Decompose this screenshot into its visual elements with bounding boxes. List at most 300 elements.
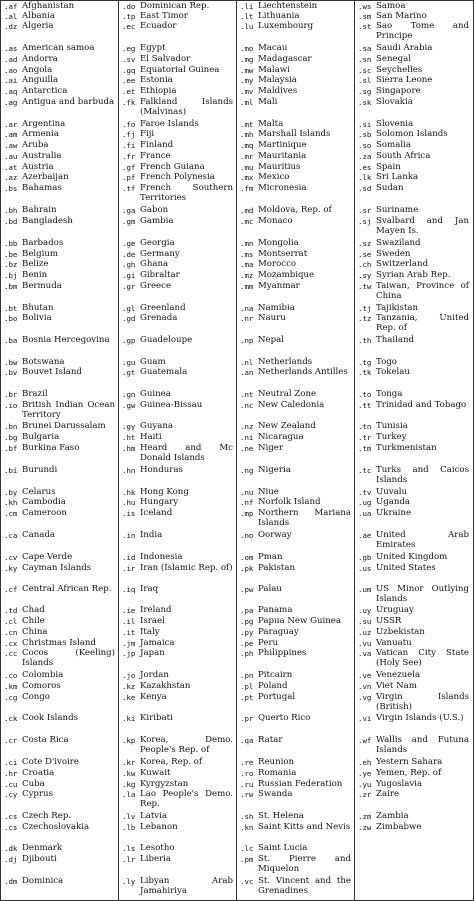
- list-item: [1, 670, 115, 681]
- country-name: Latvia: [140, 811, 168, 821]
- list-item: [355, 811, 469, 822]
- country-code: .lr: [122, 855, 136, 864]
- country-code: .pn: [240, 671, 254, 680]
- country-name: Wallis and Futuna Islands: [376, 735, 469, 756]
- country-name: Cape Verde: [22, 552, 73, 562]
- list-item: [119, 811, 233, 822]
- list-item: [1, 789, 115, 800]
- country-code: .sy: [358, 271, 372, 280]
- country-name: Cuba: [22, 779, 45, 789]
- list-item: [237, 843, 351, 854]
- country-name: Gabon: [140, 205, 169, 215]
- list-item: [1, 205, 115, 216]
- list-item: [1, 21, 115, 32]
- country-code: .cx: [4, 639, 18, 648]
- country-code: .zm: [358, 812, 372, 821]
- country-name: Panama: [258, 605, 293, 615]
- country-name: Solomon Islands: [376, 129, 448, 139]
- country-name: Jamaica: [140, 638, 175, 648]
- list-item: [237, 151, 351, 162]
- country-code: .py: [240, 628, 254, 637]
- country-name: Kenya: [140, 692, 167, 702]
- country-name: Equatorial Guinea: [140, 65, 220, 75]
- country-name: Ecuador: [140, 21, 177, 31]
- list-item: [237, 497, 351, 508]
- country-code: .tz: [358, 314, 372, 323]
- list-item: [119, 238, 233, 249]
- list-item: [119, 129, 233, 140]
- list-item: [119, 616, 233, 627]
- country-code: .do: [122, 2, 136, 11]
- list-item: [119, 713, 233, 724]
- country-name: Sweden: [376, 249, 411, 259]
- country-code: .bd: [4, 217, 18, 226]
- country-code: .rw: [240, 790, 254, 799]
- country-code: .su: [358, 617, 372, 626]
- country-name: Mozambique: [258, 270, 315, 280]
- country-name: Cayman Islands: [22, 563, 92, 573]
- table-column-4: [355, 0, 473, 901]
- country-code: .mc: [240, 217, 254, 226]
- country-name: Belize: [22, 259, 49, 269]
- list-item: [1, 713, 115, 724]
- country-code: .al: [4, 12, 18, 21]
- list-item: [355, 54, 469, 65]
- country-name: Swanda: [258, 789, 293, 799]
- country-code: .jo: [122, 671, 136, 680]
- country-name: Bolivia: [22, 313, 52, 323]
- country-name: Yestern Sahara: [376, 757, 443, 767]
- country-code: .mn: [240, 239, 254, 248]
- country-code: .mg: [240, 55, 254, 64]
- country-name: Comoros: [22, 681, 61, 691]
- country-name: Norfolk Island: [258, 497, 321, 507]
- country-name: Pitcairn: [258, 670, 293, 680]
- country-code: .fr: [122, 152, 136, 161]
- country-name: Thailand: [376, 335, 415, 345]
- country-code: .kw: [122, 769, 136, 778]
- country-name: Malawi: [258, 65, 290, 75]
- list-item: [355, 627, 469, 638]
- list-item: [237, 681, 351, 692]
- country-code: .ua: [358, 509, 372, 518]
- list-item: [119, 465, 233, 476]
- list-item: [119, 508, 233, 519]
- country-code: .sm: [358, 12, 372, 21]
- country-name: Czechoslovakia: [22, 822, 90, 832]
- country-code: .hr: [4, 769, 18, 778]
- country-code: .gm: [122, 217, 136, 226]
- country-code: .cn: [4, 628, 18, 637]
- list-item: [119, 183, 233, 203]
- country-code: .tc: [358, 466, 372, 475]
- country-code: .sd: [358, 184, 372, 193]
- country-name: Canada: [22, 530, 55, 540]
- list-item: [237, 216, 351, 227]
- country-code: .ar: [4, 120, 18, 129]
- country-name: South Africa: [376, 151, 431, 161]
- list-item: [119, 54, 233, 65]
- country-name: Jordan: [140, 670, 169, 680]
- country-code: .io: [4, 401, 18, 410]
- country-name: Georgia: [140, 238, 175, 248]
- country-name: Sudan: [376, 183, 404, 193]
- country-code: .nu: [240, 488, 254, 497]
- country-name: Hungary: [140, 497, 179, 507]
- list-item: [1, 75, 115, 86]
- country-name: Guadeloupe: [140, 335, 193, 345]
- country-code: .vn: [358, 682, 372, 691]
- list-item: [355, 605, 469, 616]
- list-item: [1, 86, 115, 97]
- country-code: .bb: [4, 239, 18, 248]
- country-code: .nr: [240, 314, 254, 323]
- country-name: Nepal: [258, 335, 284, 345]
- country-code: .pl: [240, 682, 254, 691]
- country-code: .co: [4, 671, 18, 680]
- country-name: Lesotho: [140, 843, 175, 853]
- country-name: Poland: [258, 681, 288, 691]
- country-code: .is: [122, 509, 136, 518]
- list-item: [1, 129, 115, 140]
- list-item: [119, 497, 233, 508]
- list-item: [355, 216, 469, 236]
- country-name: US Minor Outlying Islands: [376, 584, 469, 605]
- country-code: .cu: [4, 780, 18, 789]
- country-code: .ao: [4, 66, 18, 75]
- country-name: Cambodia: [22, 497, 66, 507]
- country-code: .ls: [122, 844, 136, 853]
- country-code: .no: [240, 531, 254, 540]
- country-name: Malta: [258, 119, 284, 129]
- country-code: .wf: [358, 736, 372, 745]
- country-name: Slovakia: [376, 97, 413, 107]
- country-name: Tonga: [376, 389, 403, 399]
- list-item: [119, 270, 233, 281]
- country-code: .ec: [122, 22, 136, 31]
- country-code: .ad: [4, 55, 18, 64]
- country-name: Germany: [140, 249, 180, 259]
- country-code: .sh: [240, 812, 254, 821]
- list-item: [237, 270, 351, 281]
- list-item: [1, 822, 115, 833]
- country-name: Argentina: [22, 119, 66, 129]
- list-item: [1, 140, 115, 151]
- list-item: [1, 172, 115, 183]
- country-name: Brazil: [22, 389, 48, 399]
- country-code: .nc: [240, 401, 254, 410]
- country-name: Guyana: [140, 421, 174, 431]
- country-code: .pr: [240, 714, 254, 723]
- country-name: Morocco: [258, 259, 297, 269]
- list-item: [355, 205, 469, 216]
- list-item: [119, 605, 233, 616]
- country-name: Chad: [22, 605, 45, 615]
- country-name: Ukraine: [376, 508, 412, 518]
- country-code: .sz: [358, 239, 372, 248]
- country-code: .mx: [240, 173, 254, 182]
- country-name: Dominican Rep.: [140, 1, 210, 11]
- country-code: .mh: [240, 130, 254, 139]
- country-code: .bg: [4, 433, 18, 442]
- country-code: .tk: [358, 368, 372, 377]
- country-name: Grenada: [140, 313, 178, 323]
- country-code: .sv: [122, 55, 136, 64]
- country-name: Bermuda: [22, 281, 62, 291]
- country-name: El Salvador: [140, 54, 191, 64]
- country-name: Mali: [258, 97, 278, 107]
- list-item: [355, 43, 469, 54]
- country-name: Aruba: [22, 140, 49, 150]
- country-name: Brunei Darussalam: [22, 421, 106, 431]
- country-code: .ma: [240, 260, 254, 269]
- country-code: .pm: [240, 855, 254, 864]
- list-item: [1, 281, 115, 292]
- country-name: Korea, Rep. of: [140, 757, 203, 767]
- list-item: [1, 54, 115, 65]
- country-code: .ml: [240, 98, 254, 107]
- country-code: .be: [4, 250, 18, 259]
- list-item: [237, 313, 351, 324]
- country-code: .td: [4, 606, 18, 615]
- country-name: Andorra: [22, 54, 58, 64]
- list-item: [237, 432, 351, 443]
- country-name: Virgin Islands (U.S.): [376, 713, 464, 723]
- country-name: Fiji: [140, 129, 155, 139]
- country-code: .ee: [122, 76, 136, 85]
- list-item: [1, 681, 115, 692]
- list-item: [237, 389, 351, 400]
- list-item: [1, 216, 115, 227]
- country-name: Namibia: [258, 303, 295, 313]
- list-item: [119, 627, 233, 638]
- country-code: .ng: [240, 466, 254, 475]
- country-code: .cs: [4, 823, 18, 832]
- list-item: [1, 811, 115, 822]
- list-item: [1, 465, 115, 476]
- country-name: St. Pierre and Miquelon: [258, 854, 351, 875]
- country-name: Indonesia: [140, 552, 183, 562]
- list-item: [355, 238, 469, 249]
- country-code: .sb: [358, 130, 372, 139]
- country-name: Tanzania, United Rep. of: [376, 313, 469, 334]
- country-name: Cameroon: [22, 508, 67, 518]
- country-code: .na: [240, 304, 254, 313]
- country-name: Cocos (Keeling) Islands: [22, 648, 115, 669]
- country-code: .gt: [122, 368, 136, 377]
- country-name: Romania: [258, 768, 297, 778]
- list-item: [1, 627, 115, 638]
- list-item: [355, 389, 469, 400]
- country-code: .qa: [240, 736, 254, 745]
- country-code: .gw: [122, 401, 136, 410]
- country-name: Switzerland: [376, 259, 429, 269]
- country-name: Singapore: [376, 86, 421, 96]
- country-code: .kr: [122, 758, 136, 767]
- list-item: [119, 97, 233, 117]
- list-item: [355, 735, 469, 755]
- list-item: [237, 97, 351, 108]
- list-item: [119, 281, 233, 292]
- country-code: .dk: [4, 844, 18, 853]
- country-code: .ly: [122, 877, 136, 886]
- country-code: .ve: [358, 671, 372, 680]
- country-code: .ws: [358, 2, 372, 11]
- country-name: Hong Kong: [140, 487, 189, 497]
- list-item: [237, 129, 351, 140]
- list-item: [237, 811, 351, 822]
- country-name: Suriname: [376, 205, 419, 215]
- list-item: [1, 692, 115, 703]
- country-name: Mauritania: [258, 151, 307, 161]
- list-item: [355, 129, 469, 140]
- country-code: .cy: [4, 790, 18, 799]
- country-name: Mongolia: [258, 238, 299, 248]
- country-name: Zambia: [376, 811, 409, 821]
- country-name: Togo: [376, 357, 397, 367]
- list-item: [1, 735, 115, 746]
- country-name: Guinea: [140, 389, 171, 399]
- country-code: .ki: [122, 714, 136, 723]
- list-item: [1, 616, 115, 627]
- country-name: French Guiana: [140, 162, 205, 172]
- country-name: Egypt: [140, 43, 166, 53]
- country-name: Saint Kitts and Nevis: [258, 822, 351, 832]
- list-item: [237, 713, 351, 724]
- country-name: Vatican City State (Holy See): [376, 648, 469, 669]
- list-item: [355, 681, 469, 692]
- country-code: .bj: [4, 271, 18, 280]
- country-code: .ae: [358, 531, 372, 540]
- country-code: .bs: [4, 184, 18, 193]
- country-name: United States: [376, 563, 436, 573]
- list-item: [237, 552, 351, 563]
- country-code: .zw: [358, 823, 372, 832]
- country-code: .ga: [122, 206, 136, 215]
- country-code: .ug: [358, 498, 372, 507]
- country-name: Estonia: [140, 75, 173, 85]
- country-code: .ru: [240, 780, 254, 789]
- list-item: [119, 822, 233, 833]
- country-code: .sa: [358, 44, 372, 53]
- country-code: .sn: [358, 55, 372, 64]
- country-name: Swaziland: [376, 238, 421, 248]
- country-code: .ag: [4, 98, 18, 107]
- list-item: [355, 400, 469, 411]
- country-code: .tr: [358, 433, 372, 442]
- country-name: Barbados: [22, 238, 64, 248]
- country-code: .pe: [240, 639, 254, 648]
- country-code: .mp: [240, 509, 254, 518]
- country-code: .pa: [240, 606, 254, 615]
- country-name: Dominica: [22, 876, 64, 886]
- country-code: .to: [358, 390, 372, 399]
- country-code: .fi: [122, 141, 136, 150]
- country-name: Bahrain: [22, 205, 57, 215]
- country-name: Iran (Islamic Rep. of): [140, 563, 233, 573]
- country-code: .sk: [358, 98, 372, 107]
- country-code: .mz: [240, 271, 254, 280]
- country-code: .sc: [358, 66, 372, 75]
- country-code: .it: [122, 628, 136, 637]
- list-item: [1, 367, 115, 378]
- country-name: Uruguay: [376, 605, 414, 615]
- country-name: Luxembourg: [258, 21, 314, 31]
- list-item: [237, 238, 351, 249]
- country-code: .az: [4, 173, 18, 182]
- list-item: [237, 21, 351, 32]
- country-name: Greece: [140, 281, 172, 291]
- country-name: Bahamas: [22, 183, 62, 193]
- country-code: .tm: [358, 444, 372, 453]
- country-name: Pman: [258, 552, 283, 562]
- country-code: .tw: [358, 282, 372, 291]
- list-item: [119, 584, 233, 595]
- country-name: Yemen, Rep. of: [376, 768, 442, 778]
- country-code: .tp: [122, 12, 136, 21]
- country-name: Kiribati: [140, 713, 173, 723]
- country-code: .am: [4, 130, 18, 139]
- list-item: [119, 75, 233, 86]
- country-name: Algeria: [22, 21, 54, 31]
- list-item: [119, 216, 233, 227]
- country-code: .my: [240, 76, 254, 85]
- list-item: [237, 259, 351, 270]
- country-name: Zimbabwe: [376, 822, 422, 832]
- list-item: [237, 54, 351, 65]
- list-item: [355, 421, 469, 432]
- list-item: [355, 183, 469, 194]
- list-item: [237, 822, 351, 833]
- country-name: Denmark: [22, 843, 63, 853]
- country-name: Netherlands: [258, 357, 313, 367]
- country-code: .fk: [122, 98, 136, 107]
- country-code: .hn: [122, 466, 136, 475]
- list-item: [1, 584, 115, 595]
- country-code: .bm: [4, 282, 18, 291]
- country-name: Portugal: [258, 692, 296, 702]
- country-code: .cg: [4, 693, 18, 702]
- country-name: French Southern Territories: [140, 183, 233, 204]
- country-name: Antigua and barbuda: [22, 97, 115, 107]
- country-name: Niger: [258, 443, 283, 453]
- country-code: .jm: [122, 639, 136, 648]
- country-name: Honduras: [140, 465, 183, 475]
- country-name: Libyan Arab Jamahiriya: [140, 876, 233, 897]
- list-item: [237, 789, 351, 800]
- country-name: Sri Lanka: [376, 172, 419, 182]
- list-item: [355, 822, 469, 833]
- country-code: .vu: [358, 639, 372, 648]
- country-code: .lv: [122, 812, 136, 821]
- country-code: .gd: [122, 314, 136, 323]
- list-item: [355, 768, 469, 779]
- country-name: Faroe Islands: [140, 119, 199, 129]
- list-item: [355, 97, 469, 108]
- country-code: .gb: [358, 553, 372, 562]
- country-name: Heard and Mc Donald Islands: [140, 443, 233, 464]
- list-item: [1, 238, 115, 249]
- country-code: .mo: [240, 44, 254, 53]
- list-item: [1, 843, 115, 854]
- list-item: [237, 443, 351, 454]
- country-code: .gy: [122, 422, 136, 431]
- country-name: Japan: [140, 648, 165, 658]
- country-code: .mv: [240, 87, 254, 96]
- list-item: [1, 768, 115, 779]
- list-item: [355, 75, 469, 86]
- country-name: Paraguay: [258, 627, 299, 637]
